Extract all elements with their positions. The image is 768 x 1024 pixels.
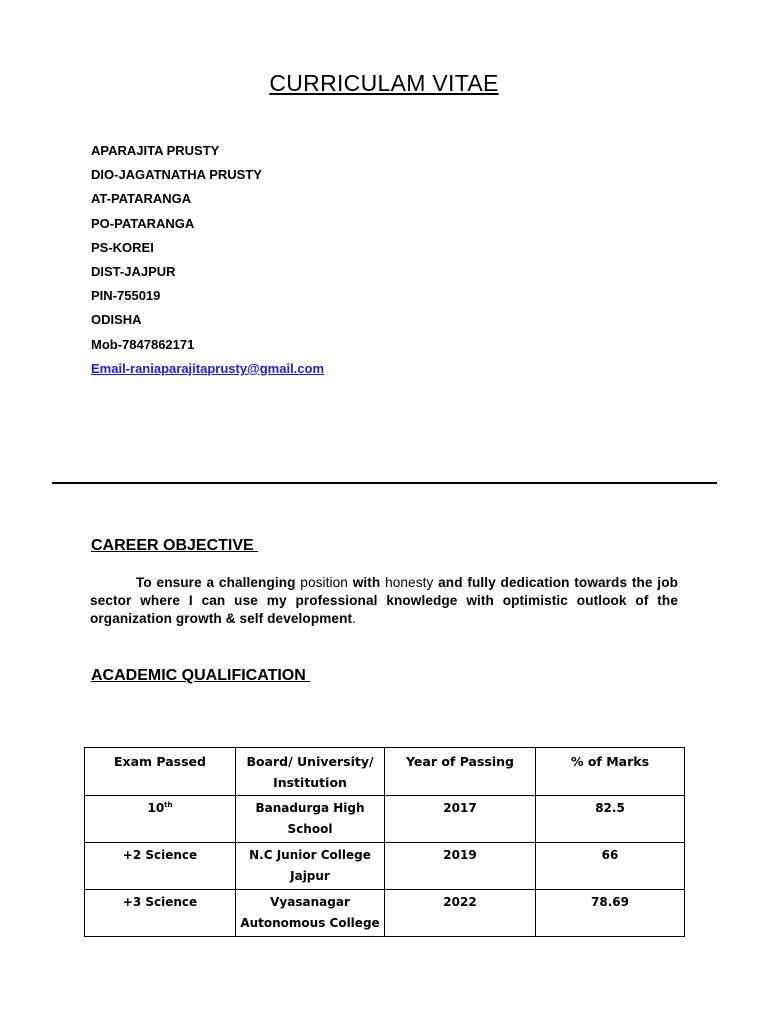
column-header: Year of Passing <box>385 748 536 796</box>
contact-name: APARAJITA PRUSTY <box>91 143 220 158</box>
exam-cell <box>85 796 236 843</box>
objective-part: and fully dedication towards the job sector where I can use my professional knowledge with optimistic outlook of the organization growth & self developm <box>90 575 678 626</box>
contact-block <box>91 142 324 384</box>
objective-part: position <box>300 575 348 590</box>
exam-value: +3 Science <box>122 895 198 909</box>
objective-part: ent <box>331 611 353 626</box>
year-cell: 2019 <box>385 843 536 890</box>
marks-cell: 66 <box>536 843 685 890</box>
board-cell: Vyasanagar Autonomous College <box>236 890 385 937</box>
career-objective-heading: CAREER OBJECTIVE <box>91 537 259 554</box>
contact-mobile: Mob-7847862171 <box>91 336 195 352</box>
board-cell: Banadurga High School <box>236 796 385 843</box>
contact-parent: DIO-JAGATNATHA PRUSTY <box>91 167 262 183</box>
marks-cell: 78.69 <box>536 890 685 937</box>
contact-state: ODISHA <box>91 312 142 328</box>
exam-value: +2 Science <box>122 848 198 862</box>
table-row <box>85 890 685 937</box>
year-cell: 2022 <box>385 890 536 937</box>
contact-at: AT-PATARANGA <box>91 191 192 207</box>
column-header: Board/ University/ Institution <box>236 748 385 796</box>
exam-cell <box>85 890 236 937</box>
table-header-row <box>85 748 685 796</box>
table-row <box>85 796 685 843</box>
contact-pin: PIN-755019 <box>91 288 161 304</box>
objective-part: . <box>352 611 357 626</box>
exam-value: 10 <box>147 801 165 815</box>
contact-ps: PS-KOREI <box>91 239 154 255</box>
objective-part: To ensure a challenging <box>136 575 301 590</box>
marks-cell: 82.5 <box>536 796 685 843</box>
exam-cell <box>85 843 236 890</box>
email-link[interactable]: Email-raniaparajitaprusty@gmail.com <box>91 360 325 376</box>
academic-qualification-heading: ACADEMIC QUALIFICATION <box>91 667 311 684</box>
exam-superscript: th <box>164 801 173 809</box>
column-header: Exam Passed <box>85 748 236 796</box>
academic-table <box>84 747 685 937</box>
page-title: CURRICULAM VITAE <box>269 70 499 96</box>
table-row <box>85 843 685 890</box>
board-cell: N.C Junior College Jajpur <box>236 843 385 890</box>
career-objective-text <box>90 574 678 628</box>
contact-po: PO-PATARANGA <box>91 215 195 231</box>
column-header: % of Marks <box>536 748 685 796</box>
objective-part: with <box>347 575 386 590</box>
contact-dist: DIST-JAJPUR <box>91 263 176 279</box>
section-divider <box>52 482 717 484</box>
year-cell: 2017 <box>385 796 536 843</box>
contact-email-row <box>91 360 324 384</box>
objective-part: honesty <box>385 575 434 590</box>
